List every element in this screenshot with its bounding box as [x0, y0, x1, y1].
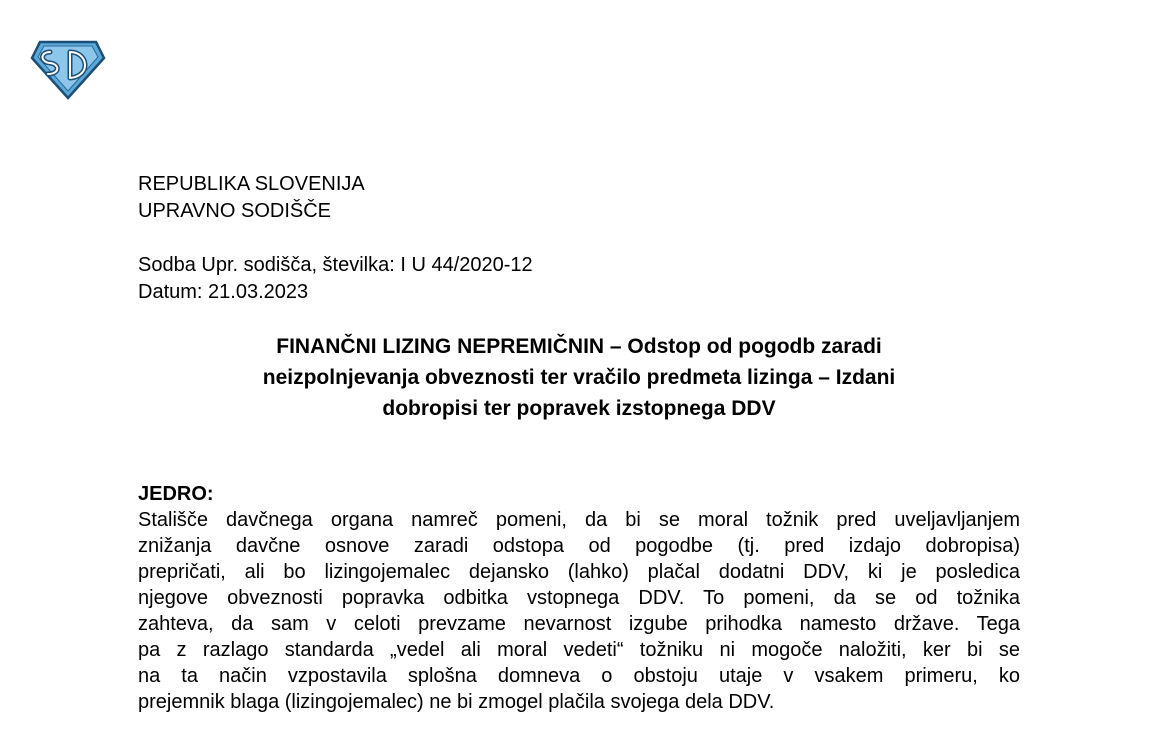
header-court: UPRAVNO SODIŠČE — [138, 200, 331, 222]
title-line-2: neizpolnjevanja obveznosti ter vračilo predmeta lizinga – Izdani — [262, 366, 896, 389]
document-title — [138, 331, 1020, 424]
paragraph-line: na ta način vzpostavila splošna domneva o obstoju utaje v vsakem primeru, ko — [138, 665, 1020, 687]
paragraph-line: pa z razlago standarda „vedel ali moral vedeti“ tožniku ni mogoče naložiti, ker bi se — [138, 639, 1020, 661]
paragraph-line: znižanja davčne osnove zaradi odstopa od pogodbe (tj. pred izdajo dobropisa) — [138, 535, 1020, 557]
paragraph-line: zahteva, da sam v celoti prevzame nevarnost izgube prihodka namesto države. Tega — [138, 613, 1020, 635]
paragraph-line: Stališče davčnega organa namreč pomeni, da bi se moral tožnik pred uveljavljanjem — [138, 509, 1020, 531]
paragraph-line: prejemnik blaga (lizingojemalec) ne bi zmogel plačila svojega dela DDV. — [138, 691, 775, 713]
title-line-1: FINANČNI LIZING NEPREMIČNIN – Odstop od pogodb zaradi — [276, 335, 882, 358]
title-line-3: dobropisi ter popravek izstopnega DDV — [382, 397, 776, 420]
paragraph-line: prepričati, ali bo lizingojemalec dejansko (lahko) plačal dodatni DDV, ki je posledica — [138, 561, 1020, 583]
case-date: Datum: 21.03.2023 — [138, 281, 309, 303]
jedro-paragraph — [138, 507, 1020, 715]
case-meta — [138, 252, 533, 306]
case-number: Sodba Upr. sodišča, številka: I U 44/2020-12 — [138, 254, 533, 276]
paragraph-line: njegove obveznosti popravka odbitka vstopnega DDV. To pomeni, da se od tožnika — [138, 587, 1020, 609]
court-diamond-logo-icon — [30, 38, 106, 100]
document-header — [138, 171, 365, 225]
header-country: REPUBLIKA SLOVENIJA — [138, 173, 365, 195]
jedro-heading: JEDRO: — [138, 483, 214, 505]
court-logo — [30, 38, 106, 100]
